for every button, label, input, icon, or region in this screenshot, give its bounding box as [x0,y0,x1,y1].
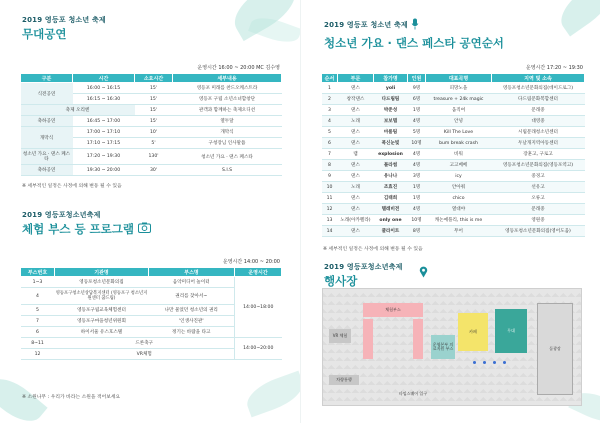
booth-dot [493,361,496,364]
order-cell: 3 [322,105,338,116]
category-cell: 식전공연 [21,83,73,105]
table-row [21,338,282,349]
time-cell: 17:10 ~ 17:15 [73,138,135,149]
festa-table [321,73,585,237]
song-cell: 무어 [426,226,492,237]
column-header: 참가명 [374,74,408,83]
cafe-area: 카페 [458,313,488,351]
duration-cell: 10' [135,127,173,138]
booth-name-cell: 정기는 바람을 타고 [149,327,235,338]
table-row [21,105,282,116]
table-row [322,149,585,160]
members-cell: 10명 [408,215,426,226]
booth-name-cell: '인생사진관' [149,316,235,327]
booth-title: 체험 부스 등 프로그램 [22,222,134,236]
column-header: 부스명 [149,268,235,277]
detail-cell: 개막식 [173,127,282,138]
affiliation-cell: 문래중 [492,204,585,215]
members-cell: 1명 [408,105,426,116]
song-cell: 열대야 [426,204,492,215]
booth-no-cell: 8~11 [21,338,55,349]
affiliation-cell: 대영중 [492,116,585,127]
duration-cell: 15' [135,83,173,94]
detail-cell: 영등포 구립 소년소녀합창단 [173,94,282,105]
column-header: 대표곡명 [426,74,492,83]
genre-cell: 창작댄스 [338,94,374,105]
affiliation-cell: 문래중 [492,105,585,116]
order-cell: 7 [322,149,338,160]
booth-name-cell: 권리를 찾아서~ [149,288,235,305]
members-cell: 4명 [408,116,426,127]
category-cell: 축제 오리엔 [21,105,135,116]
booth-name-cell: VR체험 [55,349,235,360]
festa-title: 청소년 가요 · 댄스 페스타 공연순서 [324,36,504,50]
booth-strip [363,319,373,359]
song-cell: 비워 [426,149,492,160]
song-cell: chico [426,193,492,204]
hours-cell: 14:00~18:00 [235,277,282,338]
table-row [322,160,585,171]
table-row [322,182,585,193]
category-cell: 축하공연 [21,165,73,176]
table-row [322,204,585,215]
affiliation-cell: 영등포청소년문화의집(영어도움) [492,226,585,237]
booth-header [22,210,151,237]
stage-header [22,15,106,42]
table-row [322,116,585,127]
order-cell: 13 [322,215,338,226]
time-cell: 16:45 ~ 17:00 [73,116,135,127]
team-cell: 텔레비전 [374,204,408,215]
table-row [322,138,585,149]
genre-cell: 노래 [338,116,374,127]
time-cell: 17:20 ~ 19:30 [73,149,135,165]
song-cell: treasure + 24k magic [426,94,492,105]
team-cell: 조효진 [374,182,408,193]
org-cell: 영등포구립교육체험센터 [55,305,149,316]
booth-dot [483,361,486,364]
detail-cell: 관객과 함께하는 축제오디션 [173,105,282,116]
parking-area: 차량통행 [329,375,359,385]
column-header: 기관명 [55,268,149,277]
booth-no-cell: 7 [21,316,55,327]
table-row [21,83,282,94]
booth-note: ※ 소원나무 : 우리가 바라는 소원을 적어보세요 [22,395,121,400]
genre-cell: 댄스 [338,193,374,204]
team-cell: 보보탭 [374,116,408,127]
info-area: 운영본부 의료지원 부스 [431,335,455,359]
table-header-row [21,268,282,277]
venue-title: 행사장 [324,274,358,288]
booth-name-cell: 드론축구 [55,338,235,349]
booth-area: 체험부스 [363,303,423,317]
festa-note: ※ 세부적인 일정은 사정에 의해 변동 될 수 있음 [323,247,423,252]
table-header-row [322,74,585,83]
column-header: 순서 [322,74,338,83]
song-cell: Kill The Love [426,127,492,138]
stage-title: 무대공연 [22,27,67,41]
time-cell: 16:15 ~ 16:30 [73,94,135,105]
duration-cell: 30' [135,165,173,176]
order-cell: 8 [322,160,338,171]
affiliation-cell: 두날개지역아동센터 [492,138,585,149]
team-cell: yoli [374,83,408,94]
order-cell: 12 [322,204,338,215]
stage-time-note: 운영시간 16:00 ~ 20:00 MC 김수영 [197,65,280,71]
table-row [21,165,282,176]
hours-cell: 14:00~20:00 [235,338,282,360]
festa-year: 2019 영등포 청소년 축제 [324,20,408,29]
table-row [322,193,585,204]
affiliation-cell: 중경고 [492,171,585,182]
affiliation-cell: 영원중 [492,215,585,226]
affiliation-cell: 오류고 [492,193,585,204]
duration-cell: 5' [135,138,173,149]
table-row [322,171,585,182]
genre-cell: 노래 [338,182,374,193]
members-cell: 9명 [408,83,426,94]
team-cell: only one [374,215,408,226]
song-cell: 안녕 [426,116,492,127]
table-row [21,127,282,138]
table-row [322,215,585,226]
order-cell: 4 [322,116,338,127]
festa-header [324,15,504,51]
column-header: 시간 [73,74,135,83]
org-cell: 영등포구청소년상담복지센터 (영등포구 청소년지원센터 꿈드림) [55,288,149,305]
booth-time-note: 운영시간 14:00 ~ 20:00 [222,259,280,265]
affiliation-cell: 장훈고, 구로고 [492,149,585,160]
genre-cell: 댄스 [338,83,374,94]
org-cell: 하이서울 유스호스텔 [55,327,149,338]
members-cell: 4명 [408,160,426,171]
column-header: 부문 [338,74,374,83]
members-cell: 6명 [408,94,426,105]
members-cell: 1명 [408,193,426,204]
booth-no-cell: 1~3 [21,277,55,288]
members-cell: 1명 [408,182,426,193]
time-cell: 19:30 ~ 20:00 [73,165,135,176]
leaf-decoration-icon [553,0,600,36]
team-cell: explosion [374,149,408,160]
team-cell: 유나나 [374,171,408,182]
column-header: 인원 [408,74,426,83]
team-cell: 블라썸 [374,160,408,171]
booth-strip [413,319,423,359]
festa-year-row [324,15,504,34]
column-header: 부스번호 [21,268,55,277]
detail-cell: S.I.S [173,165,282,176]
main-stage-area: 무대 [495,309,527,353]
affiliation-cell: 영등포청소년문화의집(데이드로그) [492,83,585,94]
table-row [322,105,585,116]
column-header: 소요시간 [135,74,173,83]
order-cell: 14 [322,226,338,237]
dome-area: 돔광장 [537,303,573,395]
camera-icon [138,222,151,236]
table-row [322,83,585,94]
song-cell: icy [426,171,492,182]
entrance-label: 타임스퀘어 입구 [398,391,428,396]
microphone-icon [411,15,419,34]
genre-cell: 랩 [338,149,374,160]
order-cell: 1 [322,83,338,94]
genre-cell: 댄스 [338,226,374,237]
booth-no-cell: 6 [21,327,55,338]
venue-map [322,288,582,406]
category-cell: 개막식 [21,127,73,149]
booth-no-cell: 5 [21,305,55,316]
affiliation-cell: 시립문래청소년센터 [492,127,585,138]
team-cell: 마룸팀 [374,127,408,138]
org-cell: 영등포청소년문화의집 [55,277,149,288]
duration-cell: 15' [135,105,173,116]
detail-cell: 구청장님 인사말씀 [173,138,282,149]
genre-cell: 댄스 [338,204,374,215]
song-cell: 고고베베 [426,160,492,171]
booth-year: 2019 영등포청소년축제 [22,211,101,219]
members-cell: 5명 [408,127,426,138]
affiliation-cell: 영등포청소년문화의집(영등포역고) [492,160,585,171]
stage-table [20,73,282,176]
map-pin-icon [419,263,428,282]
order-cell: 2 [322,94,338,105]
column-header: 지역 및 소속 [492,74,585,83]
booth-title-row [22,221,151,237]
members-cell: 4명 [408,204,426,215]
table-row [322,94,585,105]
members-cell: 8명 [408,226,426,237]
org-cell: 영등포구마을청년위원회 [55,316,149,327]
members-cell: 4명 [408,149,426,160]
order-cell: 6 [322,138,338,149]
booth-no-cell: 4 [21,288,55,305]
booth-table [20,267,282,360]
genre-cell: 노래(아카펠라) [338,215,374,226]
booth-dot [473,361,476,364]
team-cell: 폭신눈빛 [374,138,408,149]
table-row [21,149,282,165]
table-row [322,127,585,138]
team-cell: 쿨라이트 [374,226,408,237]
booth-no-cell: 12 [21,349,55,360]
song-cell: 피망노을 [426,83,492,94]
song-cell: 안아줘 [426,182,492,193]
booth-name-cell: 나만 물었던 청소년의 권리 [149,305,235,316]
duration-cell: 15' [135,94,173,105]
genre-cell: 댄스 [338,138,374,149]
table-row [322,226,585,237]
team-cell: 다드림팀 [374,94,408,105]
time-cell: 17:00 ~ 17:10 [73,127,135,138]
order-cell: 11 [322,193,338,204]
genre-cell: 댄스 [338,171,374,182]
song-cell: 캐논예플리, this is me [426,215,492,226]
column-header: 구분 [21,74,73,83]
genre-cell: 댄스 [338,127,374,138]
song-cell: bum break crash [426,138,492,149]
detail-cell: 영등포 미래를 찬드오케스트라 [173,83,282,94]
table-row [21,277,282,288]
duration-cell: 130' [135,149,173,165]
table-header-row [21,74,282,83]
column-header: 세부내용 [173,74,282,83]
leaf-decoration-icon [242,371,300,418]
genre-cell: 댄스 [338,160,374,171]
column-header: 운영시간 [235,268,282,277]
team-cell: 김태희 [374,193,408,204]
stage-year: 2019 영등포 청소년 축제 [22,16,106,24]
venue-header [324,262,403,289]
booth-name-cell: 음악미디어 놀이터 [149,277,235,288]
members-cell: 3명 [408,171,426,182]
table-row [21,116,282,127]
stage-note: ※ 세부적인 일정은 사정에 의해 변동 될 수 있음 [22,184,122,189]
venue-year: 2019 영등포청소년축제 [324,263,403,271]
booth-dot [503,361,506,364]
order-cell: 9 [322,171,338,182]
time-cell: 16:00 ~ 16:15 [73,83,135,94]
festa-table-body [322,83,585,237]
song-cell: 움직여 [426,105,492,116]
team-cell: 박준성 [374,105,408,116]
affiliation-cell: 다드림문화복합센터 [492,94,585,105]
vr-area: VR 체험 [329,329,351,343]
detail-cell: 열두달 [173,116,282,127]
category-cell: 축하공연 [21,116,73,127]
members-cell: 10명 [408,138,426,149]
festa-time-note: 운영시간 17:20 ~ 19:30 [525,65,583,71]
order-cell: 10 [322,182,338,193]
detail-cell: 청소년 가요 · 댄스 페스타 [173,149,282,165]
genre-cell: 댄스 [338,105,374,116]
affiliation-cell: 선유고 [492,182,585,193]
duration-cell: 15' [135,116,173,127]
category-cell: 청소년 가요 · 댄스 페스타 [21,149,73,165]
order-cell: 5 [322,127,338,138]
